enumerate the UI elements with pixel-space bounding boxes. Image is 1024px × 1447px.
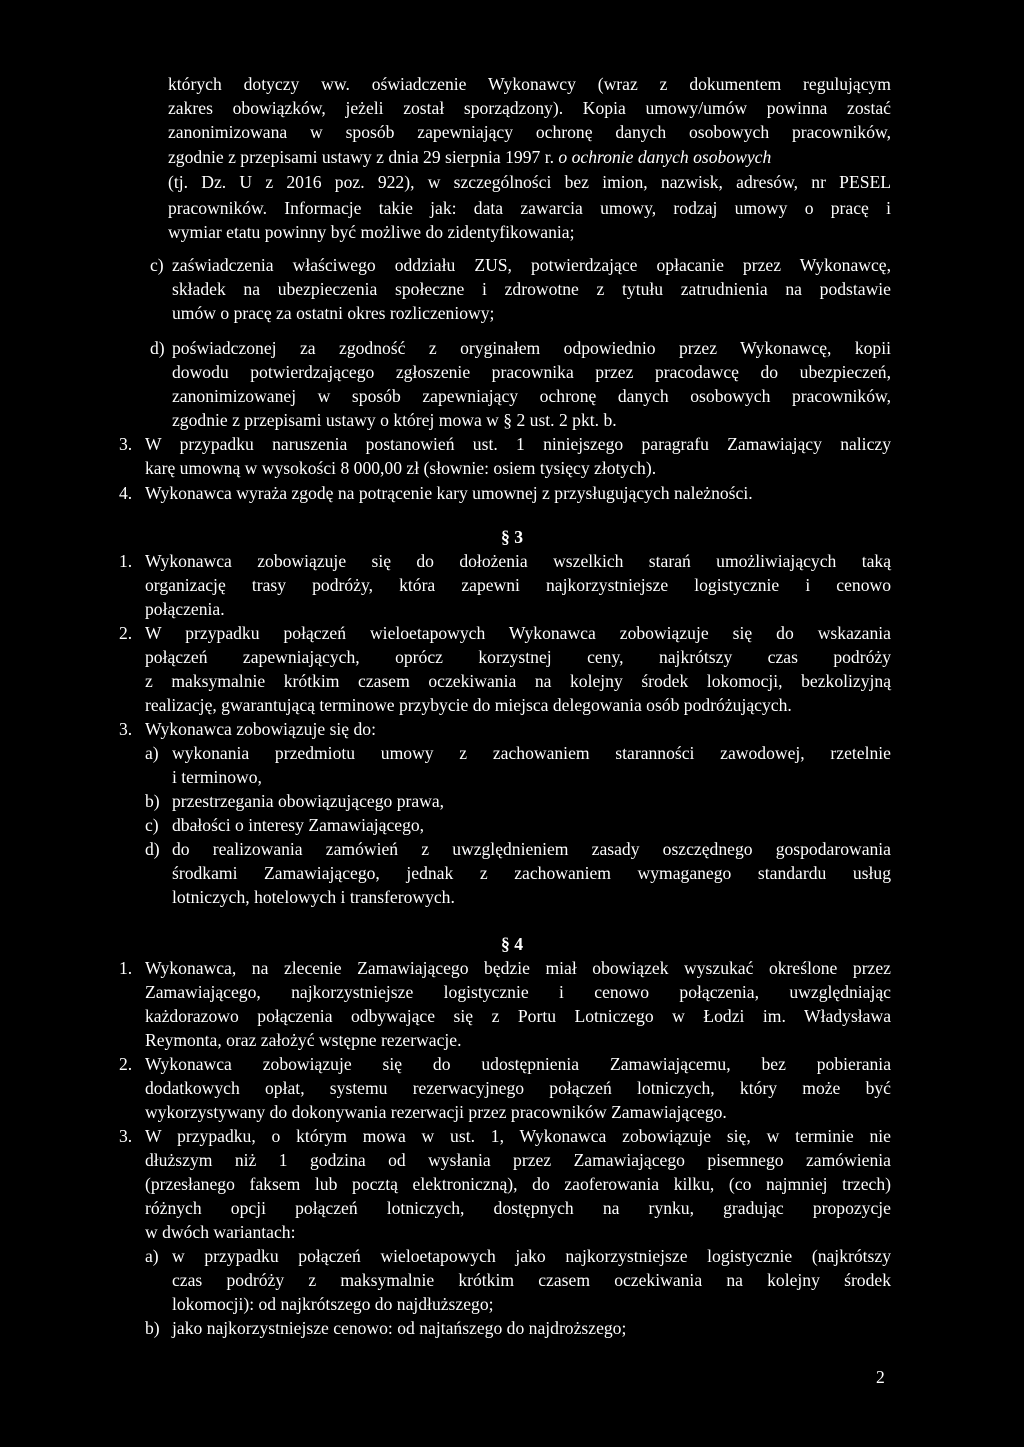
list-marker: c) xyxy=(150,255,164,275)
list-marker: d) xyxy=(150,338,165,358)
paragraph-line: wykorzystywany do dokonywania rezerwacji przez pracowników Zamawiającego. xyxy=(145,1102,727,1122)
list-item-line: i terminowo, xyxy=(172,767,262,787)
paragraph-line: Zamawiającego, najkorzystniejsze logistycznie i cenowo połączenia, uwzględniając xyxy=(145,982,891,1002)
list-item-line: zanonimizowanej w sposób zapewniający ochronę danych osobowych pracowników, xyxy=(172,386,891,406)
list-item-line: dbałości o interesy Zamawiającego, xyxy=(172,815,425,835)
list-marker: c) xyxy=(145,815,159,835)
list-marker: b) xyxy=(145,791,160,811)
intro-line: pracowników. Informacje takie jak: data zawarcia umowy, rodzaj umowy o pracę i xyxy=(168,198,891,218)
paragraph-line: różnych opcji połączeń lotniczych, dostępnych na rynku, gradując propozycje xyxy=(145,1198,891,1218)
paragraph-number: 4. xyxy=(119,483,133,503)
paragraph-number: 3. xyxy=(119,719,133,739)
intro-line: (tj. Dz. U z 2016 poz. 922), w szczególności bez imion, nazwisk, adresów, nr PESEL xyxy=(168,172,891,192)
list-item-line: lokomocji): od najkrótszego do najdłuższego; xyxy=(172,1294,494,1314)
section-heading: § 3 xyxy=(501,527,523,547)
section-heading: § 4 xyxy=(501,934,523,954)
paragraph-line: Wykonawca zobowiązuje się do dołożenia wszelkich starań umożliwiających taką xyxy=(145,551,891,571)
list-item-line: środkami Zamawiającego, jednak z zachowaniem wymaganego standardu usług xyxy=(172,863,891,883)
paragraph-line: W przypadku połączeń wieloetapowych Wykonawca zobowiązuje się do wskazania xyxy=(145,623,891,643)
list-item-line: jako najkorzystniejsze cenowo: od najtańszego do najdroższego; xyxy=(172,1318,627,1338)
paragraph-line: Wykonawca zobowiązuje się do udostępnienia Zamawiającemu, bez pobierania xyxy=(145,1054,891,1074)
paragraph-line: Wykonawca wyraża zgodę na potrącenie kary umownej z przysługujących należności. xyxy=(145,483,753,503)
intro-line: których dotyczy ww. oświadczenie Wykonawcy (wraz z dokumentem regulującym xyxy=(168,74,891,94)
list-item-line: dowodu potwierdzającego zgłoszenie pracownika przez pracodawcę do ubezpieczeń, xyxy=(172,362,891,382)
paragraph-line: w dwóch wariantach: xyxy=(145,1222,296,1242)
paragraph-number: 3. xyxy=(119,434,133,454)
list-item-line: czas podróży z maksymalnie krótkim czasem oczekiwania na kolejny środek xyxy=(172,1270,891,1290)
intro-line: wymiar etatu powinny być możliwe do zidentyfikowania; xyxy=(168,222,575,242)
paragraph-line: realizację, gwarantującą terminowe przybycie do miejsca delegowania osób podróżujących. xyxy=(145,695,792,715)
list-marker: b) xyxy=(145,1318,160,1338)
paragraph-line: Reymonta, oraz założyć wstępne rezerwacje. xyxy=(145,1030,462,1050)
list-item-line: lotniczych, hotelowych i transferowych. xyxy=(172,887,455,907)
list-item-line: przestrzegania obowiązującego prawa, xyxy=(172,791,445,811)
paragraph-line: karę umowną w wysokości 8 000,00 zł (słownie: osiem tysięcy złotych). xyxy=(145,458,657,478)
list-item-line: do realizowania zamówień z uwzględnieniem zasady oszczędnego gospodarowania xyxy=(172,839,891,859)
paragraph-number: 1. xyxy=(119,958,133,978)
paragraph-line: każdorazowo połączenia odbywające się z Portu Lotniczego w Łodzi im. Władysława xyxy=(145,1006,891,1026)
paragraph-line: (przesłanego faksem lub pocztą elektroniczną), do zaoferowania kilku, (co najmniej trzech) xyxy=(145,1174,891,1194)
paragraph-line: Wykonawca zobowiązuje się do: xyxy=(145,719,376,739)
list-item-line: w przypadku połączeń wieloetapowych jako najkorzystniejsze logistycznie (najkrótszy xyxy=(172,1246,891,1266)
paragraph-number: 2. xyxy=(119,1054,133,1074)
paragraph-line: Wykonawca, na zlecenie Zamawiającego będzie miał obowiązek wyszukać określone przez xyxy=(145,958,891,978)
paragraph-line: połączeń zapewniających, oprócz korzystnej ceny, najkrótszy czas podróży xyxy=(145,647,891,667)
list-item-line: umów o pracę za ostatni okres rozliczeniowy; xyxy=(172,303,495,323)
list-marker: a) xyxy=(145,1246,159,1266)
paragraph-number: 1. xyxy=(119,551,133,571)
paragraph-number: 2. xyxy=(119,623,133,643)
list-item-line: poświadczonej za zgodność z oryginałem odpowiednio przez Wykonawcę, kopii xyxy=(172,338,891,358)
paragraph-line: W przypadku, o którym mowa w ust. 1, Wykonawca zobowiązuje się, w terminie nie xyxy=(145,1126,891,1146)
list-item-line: zaświadczenia właściwego oddziału ZUS, potwierdzające opłacanie przez Wykonawcę, xyxy=(172,255,891,275)
list-item-line: zgodnie z przepisami ustawy o której mowa w § 2 ust. 2 pkt. b. xyxy=(172,410,617,430)
list-item-line: wykonania przedmiotu umowy z zachowaniem staranności zawodowej, rzetelnie xyxy=(172,743,891,763)
list-marker: d) xyxy=(145,839,160,859)
paragraph-line: W przypadku naruszenia postanowień ust. 1 niniejszego paragrafu Zamawiający naliczy xyxy=(145,434,891,454)
intro-line: zakres obowiązków, jeżeli został sporządzony). Kopia umowy/umów powinna zostać xyxy=(168,98,891,118)
list-marker: a) xyxy=(145,743,159,763)
paragraph-line: organizację trasy podróży, która zapewni najkorzystniejsze logistycznie i cenowo xyxy=(145,575,891,595)
paragraph-line: z maksymalnie krótkim czasem oczekiwania na kolejny środek lokomocji, bezkolizyjną xyxy=(145,671,891,691)
paragraph-line: połączenia. xyxy=(145,599,225,619)
list-item-line: składek na ubezpieczenia społeczne i zdrowotne z tytułu zatrudnienia na podstawie xyxy=(172,279,891,299)
paragraph-line: dłuższym niż 1 godzina od wysłania przez Zamawiającego pisemnego zamówienia xyxy=(145,1150,891,1170)
intro-text: zgodnie z przepisami ustawy z dnia 29 sierpnia 1997 r. xyxy=(168,147,554,167)
intro-line xyxy=(168,145,771,169)
page-number: 2 xyxy=(876,1367,885,1387)
act-title: o ochronie danych osobowych xyxy=(558,147,772,167)
paragraph-number: 3. xyxy=(119,1126,133,1146)
intro-line: zanonimizowana w sposób zapewniający ochronę danych osobowych pracowników, xyxy=(168,122,891,142)
paragraph-line: dodatkowych opłat, systemu rezerwacyjnego połączeń lotniczych, który może być xyxy=(145,1078,891,1098)
